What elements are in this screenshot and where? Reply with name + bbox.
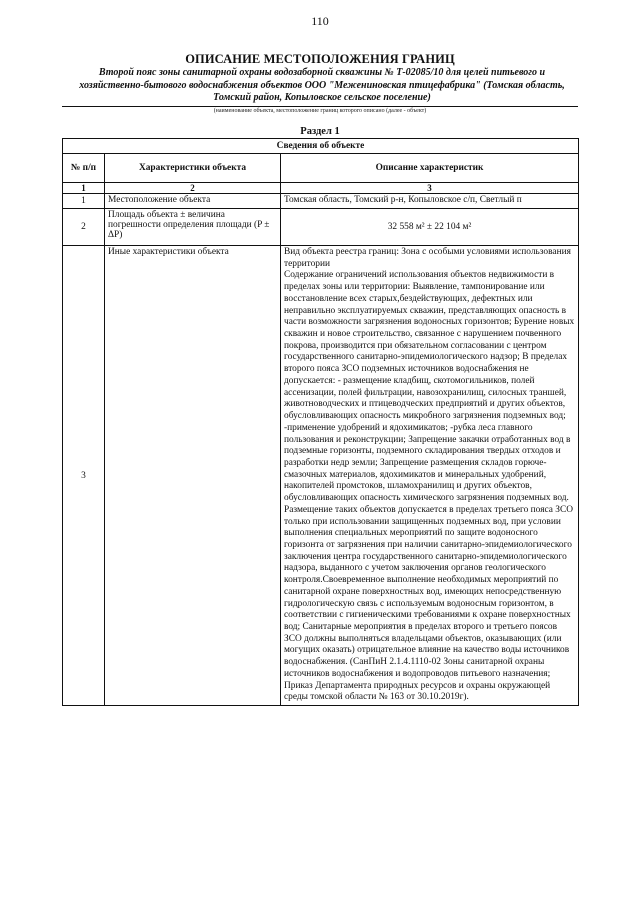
row-description: 32 558 м² ± 22 104 м² [281,209,579,246]
column-header-description: Описание характеристик [281,154,579,183]
table-column-header-row [63,154,579,183]
row-description: Томская область, Томский р-н, Копыловское с/п, Светлый п [281,194,579,209]
row-characteristic: Иные характеристики объекта [105,246,281,706]
subtitle-underline [62,106,578,107]
row-number: 2 [63,209,105,246]
page-number: 110 [311,14,329,28]
row-number: 1 [63,194,105,209]
column-header-characteristic: Характеристики объекта [105,154,281,183]
column-header-number: № п/п [63,154,105,183]
table-row [63,209,579,246]
column-number: 2 [105,183,281,194]
table-column-number-row [63,183,579,194]
row-characteristic: Местоположение объекта [105,194,281,209]
subtitle-caption: (наименование объекта, местоположение границ которого описано (далее - объект) [213,108,427,114]
object-info-table [62,138,579,706]
table-header-span-row [63,139,579,154]
row-number: 3 [63,246,105,706]
table-row [63,246,579,706]
column-number: 1 [63,183,105,194]
column-number: 3 [281,183,579,194]
table-header-span: Сведения об объекте [63,139,579,154]
section-title: Раздел 1 [300,126,340,137]
document-subtitle: Второй пояс зоны санитарной охраны водозаборной скважины № Т-02085/10 для целей питьевого и хозяйственно-бытового водоснабжения объектов ООО "Межениновская птицефабрика" (Томская область, Томский район, Копыловское сельское поселение) [79,67,565,103]
row-characteristic: Площадь объекта ± величина погрешности определения площади (P ± ΔP) [105,209,281,246]
document-title: ОПИСАНИЕ МЕСТОПОЛОЖЕНИЯ ГРАНИЦ [185,52,455,66]
table-row [63,194,579,209]
row-description: Вид объекта реестра границ: Зона с особыми условиями использования территории Содержание ограничений использования объектов недвижимости в пределах зоны или территории: Выявление, тампонирование или восстановление всех старых,бездействующих, дефектных или неправильно эксплуатируемых скважин, представляющих опасность в части возможности загрязнения водоносных горизонтов; Бурение новых скважин и новое строительство, связанное с нарушением почвенного покрова, производится при обязательном согласовании с центром государственного санитарно-эпидемиологического надзор; В пределах второго пояса ЗСО подземных источников водоснабжения не допускается: - размещение кладбищ, скотомогильников, полей ассенизации, полей фильтрации, навозохранилищ, силосных траншей, животноводческих и птицеводческих предприятий и других объектов, обусловливающих опасность микробного загрязнения подземных вод; -применение удобрений и ядохимикатов; -рубка леса главного пользования и реконструкции; Запрещение закачки отработанных вод в подземные горизонты, подземного складирования твердых отходов и разработки недр земли; Запрещение размещения складов горюче-смазочных материалов, ядохимикатов и минеральных удобрений, накопителей промстоков, шламохранилищ и других объектов, обусловливающих опасность химического загрязнения подземных вод. Размещение таких объектов допускается в пределах третьего пояса ЗСО только при использовании защищенных подземных вод, при условии выполнения специальных мероприятий по защите водоносного горизонта от загрязнения при наличии санитарно-эпидемиологического заключения центра государственного санитарно-эпидемиологического надзора, выданного с учетом заключения органов геологического контроля.Своевременное выполнение необходимых мероприятий по санитарной охране поверхностных вод, имеющих непосредственную гидрологическую связь с используемым водоносным горизонтом, в соответствии с гигиеническими требованиями к охране поверхностных вод; Санитарные мероприятия в пределах второго и третьего поясов ЗСО должны выполняться владельцами объектов, оказывающих (или могущих оказать) отрицательное влияние на качество воды источников водоснабжения. (СанПиН 2.1.4.1110-02 Зоны санитарной охраны источников водоснабжения и водопроводов питьевого назначения; Приказ Департамента природных ресурсов и охраны окружающей среды томской области № 163 от 30.10.2019г). [281,246,579,706]
